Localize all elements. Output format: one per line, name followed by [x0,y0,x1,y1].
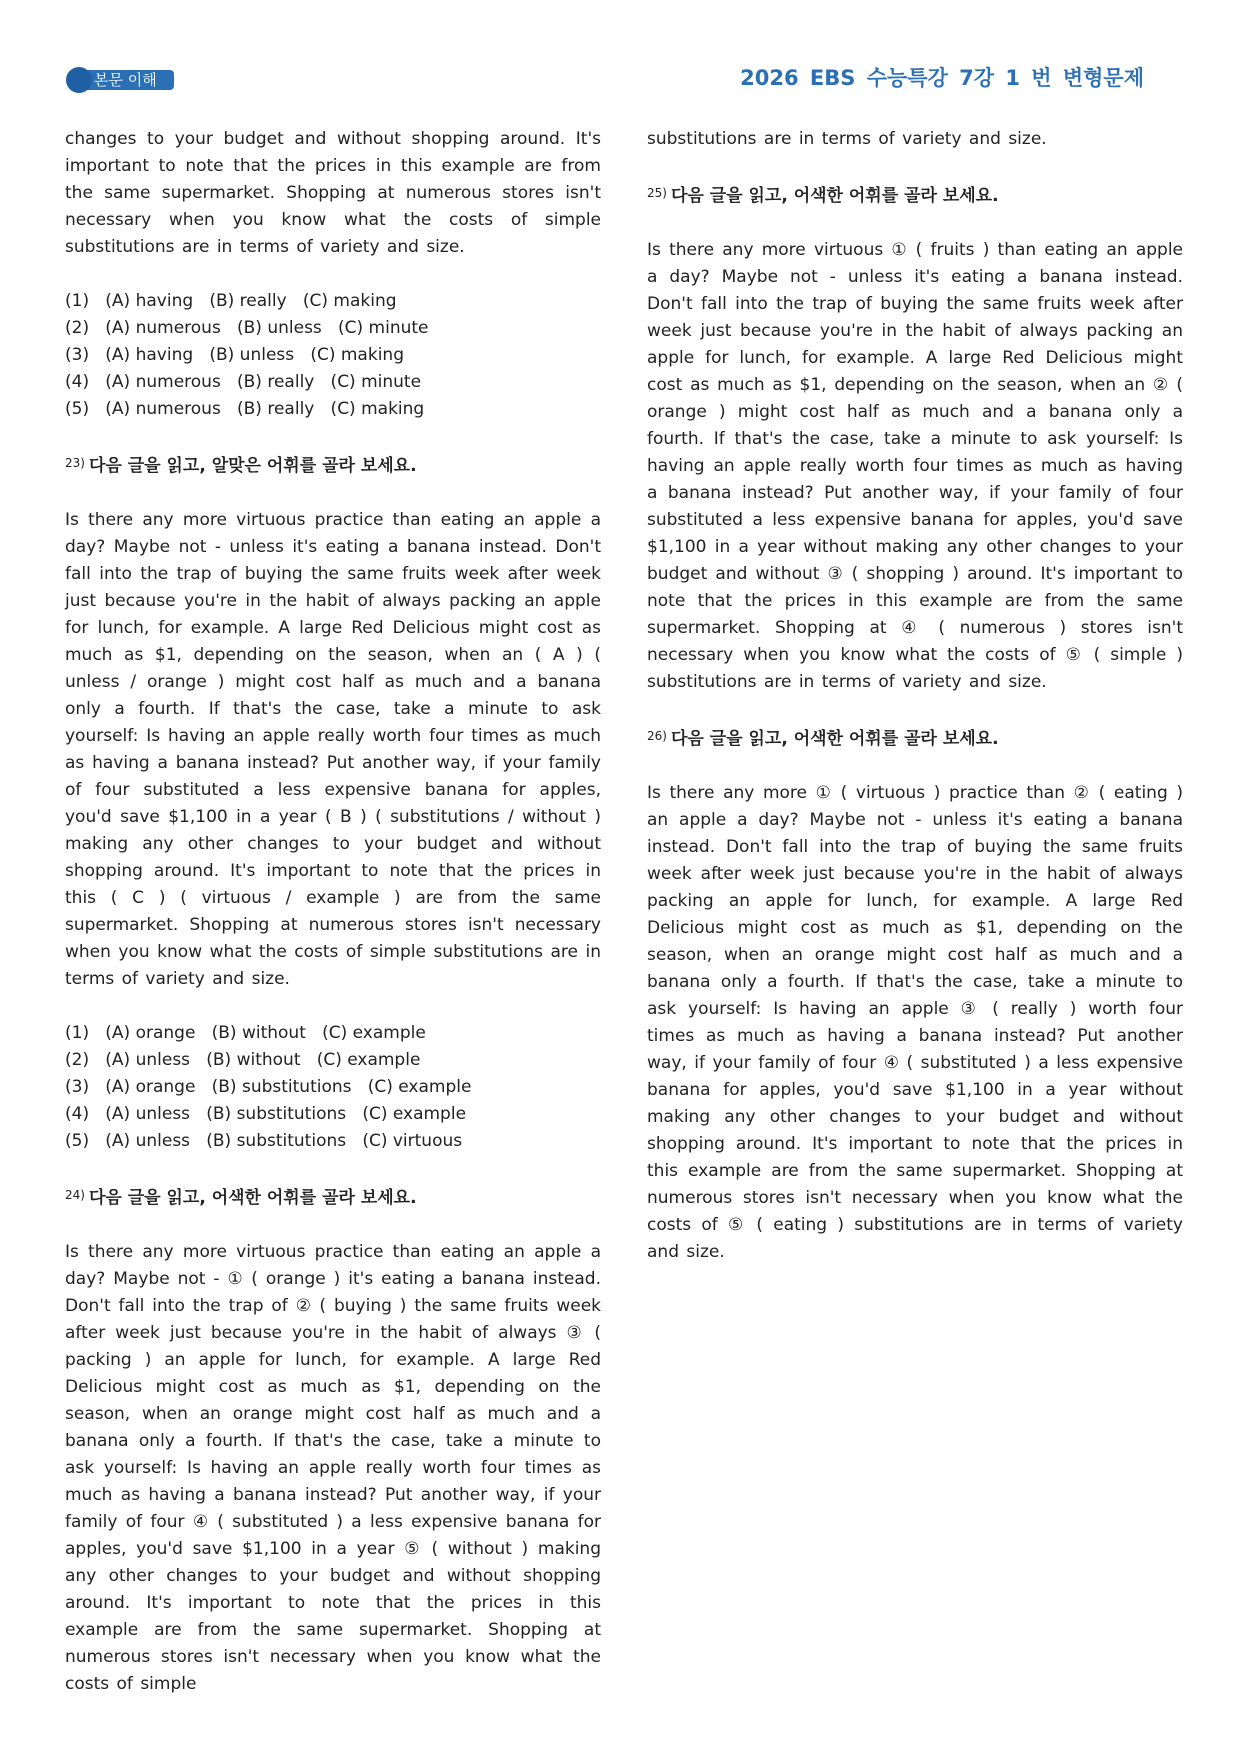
question-passage-24: Is there any more virtuous practice than eating an apple a day? Maybe not - ① ( orange ) it's eating a banana instead. Don't fall into the trap of ② ( buying ) the same fruits week after week just because you're in the habit of always ③ ( packing ) an apple for lunch, for example. A large Red Delicious might cost as much as $1, depending on the season, when an orange might cost half as much and a banana only a fourth. If that's the case, take a minute to ask yourself: Is having an apple really worth four times as much as having a banana instead? Put another way, if your family of four ④ ( substituted ) a less expensive banana for apples, you'd save $1,100 in a year ⑤ ( without ) making any other changes to your budget and without shopping around. It's important to note that the prices in this example are from the same supermarket. Shopping at numerous stores isn't necessary when you know what the costs of simple [65,1242,601,1694]
question-title: 다음 글을 읽고, 어색한 어휘를 골라 보세요. [670,186,999,206]
option-item: (5) (A) numerous (B) really (C) making [65,399,425,419]
passage-continuation: changes to your budget and without shopping around. It's important to note that the prices in this example are from the same supermarket. Shopping at numerous stores isn't necessary when you know what the costs of simple substitutions are in terms of variety and size. [65,129,601,257]
badge-label: 본문 이해 [94,71,157,89]
answer-options-23 [65,1020,601,1155]
option-item: (3) (A) having (B) unless (C) making [65,345,404,365]
question-title: 다음 글을 읽고, 어색한 어휘를 골라 보세요. [670,729,999,749]
question-heading-23 [65,450,601,480]
question-number: 23) [65,456,85,470]
question-title: 다음 글을 읽고, 어색한 어휘를 골라 보세요. [88,1188,417,1208]
half-circle-icon [66,67,92,93]
question-heading-25 [647,180,1183,210]
left-column [65,126,601,1698]
option-item: (5) (A) unless (B) substitutions (C) virtuous [65,1131,463,1151]
question-heading-24 [65,1182,601,1212]
passage-continuation: substitutions are in terms of variety and size. [647,129,1047,149]
question-passage-23: Is there any more virtuous practice than eating an apple a day? Maybe not - unless it's eating a banana instead. Don't fall into the trap of buying the same fruits week after week just because you're in the habit of always packing an apple for lunch, for example. A large Red Delicious might cost as much as $1, depending on the season, when an ( A ) ( unless / orange ) might cost half as much and a banana only a fourth. If that's the case, take a minute to ask yourself: Is having an apple really worth four times as much as having a banana instead? Put another way, if your family of four substituted a less expensive banana for apples, you'd save $1,100 in a year ( B ) ( substitutions / without ) making any other changes to your budget and without shopping around. It's important to note that the prices in this ( C ) ( virtuous / example ) are from the same supermarket. Shopping at numerous stores isn't necessary when you know what the costs of simple substitutions are in terms of variety and size. [65,510,601,989]
option-item: (4) (A) numerous (B) really (C) minute [65,372,422,392]
question-passage-26: Is there any more ① ( virtuous ) practice than ② ( eating ) an apple a day? Maybe not - unless it's eating a banana instead. Don't fall into the trap of buying the same fruits week after week just because you're in the habit of always packing an apple for lunch, for example. A large Red Delicious might cost as much as $1, depending on the season, when an orange might cost half as much and a banana only a fourth. If that's the case, take a minute to ask yourself: Is having an apple ③ ( really ) worth four times as much as having a banana instead? Put another way, if your family of four ④ ( substituted ) a less expensive banana for apples, you'd save $1,100 in a year without making any other changes to your budget and without shopping around. It's important to note that the prices in this example are from the same supermarket. Shopping at numerous stores isn't necessary when you know what the costs of ⑤ ( eating ) substitutions are in terms of variety and size. [647,783,1183,1262]
page-header [0,0,1240,110]
right-column [647,126,1183,1266]
question-number: 24) [65,1188,85,1202]
question-passage-25: Is there any more virtuous ① ( fruits ) than eating an apple a day? Maybe not - unless it's eating a banana instead. Don't fall into the trap of buying the same fruits week after week just because you're in the habit of always packing an apple for lunch, for example. A large Red Delicious might cost as much as $1, depending on the season, when an ② ( orange ) might cost half as much and a banana only a fourth. If that's the case, take a minute to ask yourself: Is having an apple really worth four times as much as having a banana instead? Put another way, if your family of four substituted a less expensive banana for apples, you'd save $1,100 in a year without making any other changes to your budget and without ③ ( shopping ) around. It's important to note that the prices in this example are from the same supermarket. Shopping at ④ ( numerous ) stores isn't necessary when you know what the costs of ⑤ ( simple ) substitutions are in terms of variety and size. [647,240,1183,692]
option-item: (2) (A) unless (B) without (C) example [65,1050,421,1070]
question-number: 26) [647,729,667,743]
option-item: (3) (A) orange (B) substitutions (C) example [65,1077,472,1097]
answer-options-22 [65,288,601,423]
page-title: 2026 EBS 수능특강 7강 1 번 변형문제 [740,66,1144,90]
option-item: (4) (A) unless (B) substitutions (C) example [65,1104,467,1124]
question-title: 다음 글을 읽고, 알맞은 어휘를 골라 보세요. [88,456,417,476]
question-heading-26 [647,723,1183,753]
option-item: (1) (A) orange (B) without (C) example [65,1023,426,1043]
section-badge [66,67,174,93]
question-number: 25) [647,186,667,200]
option-item: (2) (A) numerous (B) unless (C) minute [65,318,429,338]
option-item: (1) (A) having (B) really (C) making [65,291,397,311]
